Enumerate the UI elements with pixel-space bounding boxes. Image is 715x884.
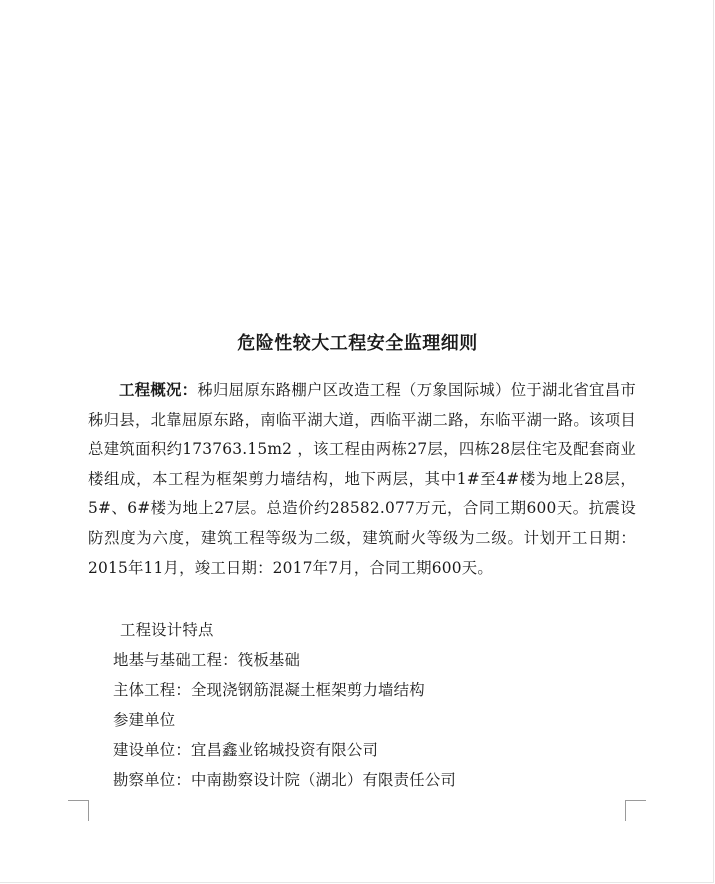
margin-corner-mark-left <box>68 800 89 821</box>
foundation-line: 地基与基础工程：筏板基础 <box>113 651 301 669</box>
survey-unit-line: 勘察单位：中南勘察设计院（湖北）有限责任公司 <box>113 771 456 789</box>
overview-text: 秭归屈原东路棚户区改造工程（万象国际城）位于湖北省宜昌市秭归县，北靠屈原东路，南临平湖大道，西临平湖二路，东临平湖一路。该项目总建筑面积约173763.15m2 ，该工程由两栋27层，四栋28层住宅及配套商业楼组成，本工程为框架剪力墙结构，地下两层，其中1#至4#楼为地上28层，5#、6#楼为地上27层。总造价约28582.077万元，合同工期600天。抗震设防烈度为六度，建筑工程等级为二级，建筑耐火等级为二级。计划开工日期：2015年11月，竣工日期：2017年7月，合同工期600天。 <box>88 381 636 577</box>
margin-corner-mark-right <box>625 800 646 821</box>
document-title: 危险性较大工程安全监理细则 <box>237 333 478 354</box>
overview-lead: 工程概况： <box>119 381 198 399</box>
participants-heading: 参建单位 <box>113 711 176 729</box>
design-features-heading: 工程设计特点 <box>120 621 214 639</box>
overview-paragraph <box>88 376 636 583</box>
developer-line: 建设单位：宜昌鑫业铭城投资有限公司 <box>113 741 379 759</box>
main-structure-line: 主体工程：全现浇钢筋混凝土框架剪力墙结构 <box>113 681 425 699</box>
